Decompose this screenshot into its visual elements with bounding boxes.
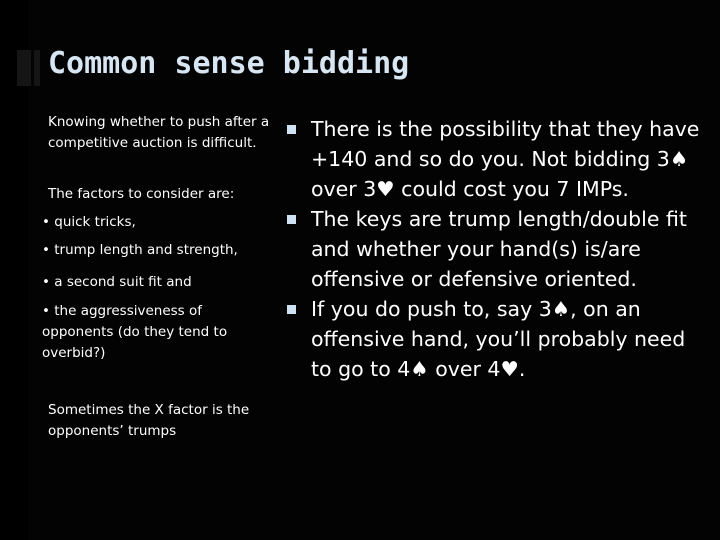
title-accent-bar bbox=[17, 50, 31, 86]
bullet-text: There is the possibility that they have +140 and so do you. Not bidding 3♠ over 3♥ could cost you 7 IMPs. bbox=[311, 117, 700, 201]
factors-lead-text: The factors to consider are: bbox=[48, 186, 235, 202]
square-bullet-icon bbox=[287, 125, 296, 134]
bullet-text: If you do push to, say 3♠, on an offensive hand, you’ll probably need to go to 4♠ over 4♥. bbox=[311, 297, 686, 381]
bullet-text: The keys are trump length/double fit and whether your hand(s) is/are offensive or defensive oriented. bbox=[311, 207, 687, 291]
factor-item: • trump length and strength, bbox=[42, 242, 238, 258]
square-bullet-icon bbox=[287, 305, 296, 314]
right-column bbox=[285, 114, 705, 384]
factor-item: • quick tricks, bbox=[42, 214, 136, 230]
factor-item: • the aggressiveness of opponents (do they tend to overbid?) bbox=[42, 303, 228, 361]
x-factor-text: Sometimes the X factor is the opponents’ trumps bbox=[48, 402, 250, 439]
title-accent-bar-thin bbox=[34, 50, 40, 86]
bullet-point bbox=[285, 114, 705, 204]
factor-item: • a second suit fit and bbox=[42, 274, 192, 290]
intro-text: Knowing whether to push after a competitive auction is difficult. bbox=[48, 114, 270, 151]
slide-title: Common sense bidding bbox=[48, 46, 410, 81]
bullet-point bbox=[285, 204, 705, 294]
bullet-point bbox=[285, 294, 705, 384]
square-bullet-icon bbox=[287, 215, 296, 224]
